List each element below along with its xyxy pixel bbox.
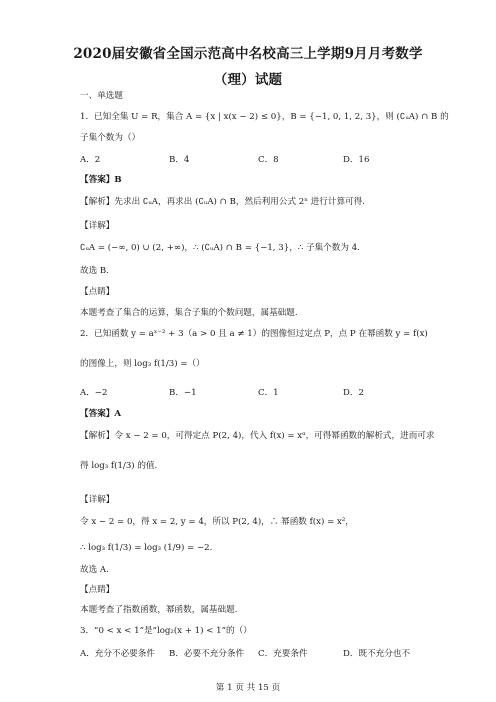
q2-detail-line1: 令 x − 2 = 0，得 x = 2, y = 4，所以 P(2, 4)，∴ 幂函数 f(x) = x²， bbox=[80, 517, 354, 527]
q2-comment-heading: 【点睛】 bbox=[80, 585, 115, 595]
q1-option-d: D．16 bbox=[343, 155, 370, 165]
section-heading: 一、单选题 bbox=[80, 91, 123, 101]
q2-answer: 【答案】A bbox=[80, 409, 122, 419]
q1-detail-line2: 故选 B. bbox=[80, 266, 109, 276]
q1-detail-heading: 【详解】 bbox=[80, 221, 115, 231]
q1-detail-line1: ∁ᵤA = (−∞, 0) ∪ (2, +∞)，∴ (∁ᵤA) ∩ B = {−1, 3}，∴ 子集个数为 4. bbox=[80, 243, 360, 253]
q1-answer: 【答案】B bbox=[80, 175, 122, 185]
q1-comment-heading: 【点睛】 bbox=[80, 287, 115, 297]
q1-stem-line2: 子集个数为（） bbox=[80, 133, 141, 143]
q2-stem-line1: 2．已知函数 y = aˣ⁻² + 3（a > 0 且 a ≠ 1）的图像恒过定点 P，点 P 在幂函数 y = f(x) bbox=[80, 329, 428, 339]
q1-option-a: A．2 bbox=[80, 155, 101, 165]
q3-option-d: D．既不充分也不 bbox=[343, 649, 411, 659]
page-footer: 第 1 页 共 15 页 bbox=[215, 683, 281, 693]
q1-stem-line1: 1．已知全集 U = R，集合 A = {x | x(x − 2) ≤ 0}，B = {−1, 0, 1, 2, 3}，则 (∁ᵤA) ∩ B 的 bbox=[80, 112, 449, 122]
q2-detail-line2: ∴ log₃ f(1/3) = log₃ (1/9) = −2. bbox=[80, 543, 213, 553]
q1-option-b: B．4 bbox=[169, 155, 190, 165]
q1-comment: 本题考查了集合的运算，集合子集的个数问题，属基础题. bbox=[80, 308, 298, 318]
q3-option-c: C．充要条件 bbox=[258, 649, 308, 659]
doc-title-line2: （理）试题 bbox=[213, 72, 283, 88]
q1-analysis: 【解析】先求出 ∁ᵤA，再求出 (∁ᵤA) ∩ B，然后利用公式 2ⁿ 进行计算可得. bbox=[80, 197, 365, 207]
q2-detail-heading: 【详解】 bbox=[80, 495, 115, 505]
q3-stem: 3．“0 < x < 1”是“log₂(x + 1) < 1”的（） bbox=[80, 626, 252, 636]
doc-title-line1: 2020届安徽省全国示范高中名校高三上学期9月月考数学 bbox=[73, 46, 423, 62]
q2-comment: 本题考查了指数函数，幂函数，属基础题. bbox=[80, 605, 238, 615]
q1-option-c: C．8 bbox=[258, 155, 279, 165]
q2-detail-line3: 故选 A. bbox=[80, 565, 109, 575]
q3-option-b: B．必要不充分条件 bbox=[169, 649, 245, 659]
q3-option-a: A．充分不必要条件 bbox=[80, 649, 155, 659]
q2-option-b: B．−1 bbox=[169, 388, 197, 398]
q2-analysis-line2: 得 log₃ f(1/3) 的值. bbox=[80, 461, 158, 471]
q2-option-c: C．1 bbox=[258, 388, 279, 398]
q2-option-a: A．−2 bbox=[80, 388, 108, 398]
q2-analysis-line1: 【解析】令 x − 2 = 0，可得定点 P(2, 4)，代入 f(x) = xᵅ，可得幂函数的解析式，进而可求 bbox=[80, 431, 435, 441]
q2-option-d: D．2 bbox=[343, 388, 364, 398]
q2-stem-line2: 的图像上，则 log₃ f(1/3) =（） bbox=[80, 359, 205, 369]
